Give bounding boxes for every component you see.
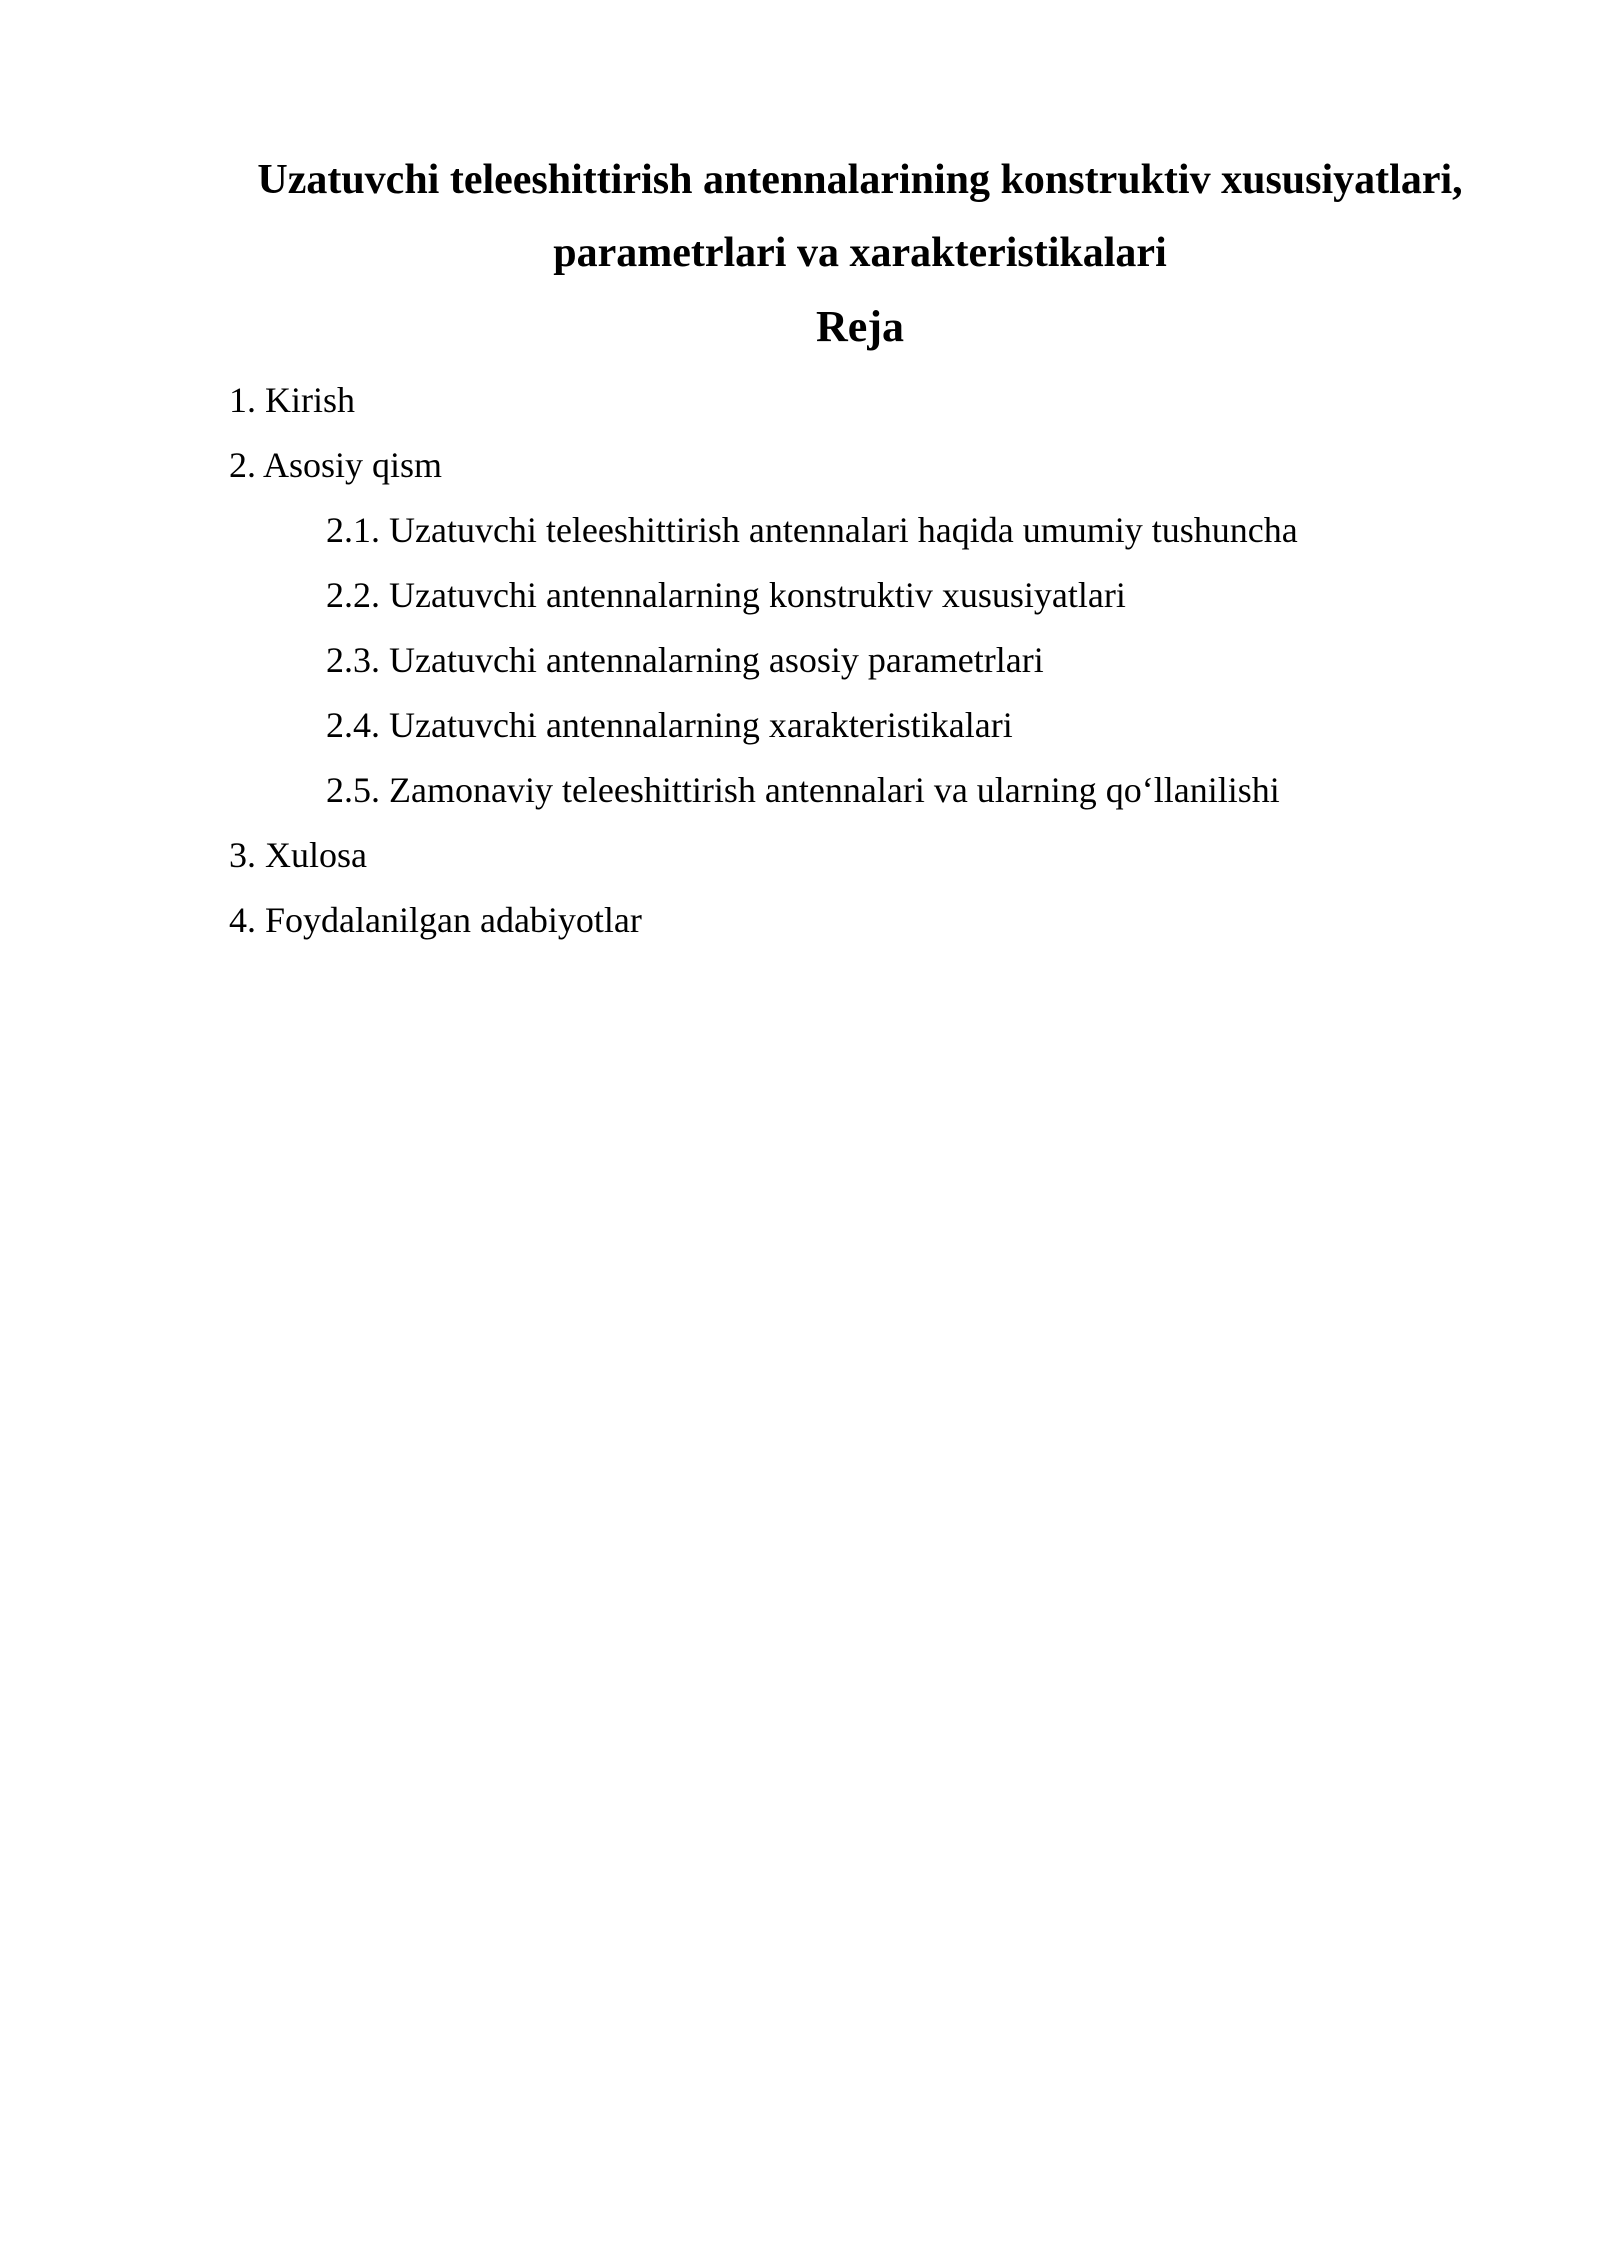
document-title-line-1: Uzatuvchi teleeshittirish antennalarining konstruktiv xususiyatlari, (257, 157, 1463, 203)
plan-item-conclusion: 3. Xulosa (229, 835, 367, 875)
plan-subitem-design-features: 2.2. Uzatuvchi antennalarning konstruktiv xususiyatlari (326, 575, 1126, 615)
plan-item-main-part: 2. Asosiy qism (229, 445, 443, 485)
plan-subitem-modern-antennas: 2.5. Zamonaviy teleeshittirish antennalari va ularning qo‘llanilishi (326, 770, 1280, 810)
plan-item-introduction: 1. Kirish (229, 380, 355, 420)
plan-subitem-characteristics: 2.4. Uzatuvchi antennalarning xarakteristikalari (326, 705, 1013, 745)
document-title-line-2: parametrlari va xarakteristikalari (553, 230, 1167, 276)
plan-heading: Reja (816, 302, 904, 351)
plan-subitem-general-concept: 2.1. Uzatuvchi teleeshittirish antennalari haqida umumiy tushuncha (326, 510, 1298, 550)
plan-subitem-main-parameters: 2.3. Uzatuvchi antennalarning asosiy parametrlari (326, 640, 1044, 680)
plan-item-references: 4. Foydalanilgan adabiyotlar (229, 900, 642, 940)
